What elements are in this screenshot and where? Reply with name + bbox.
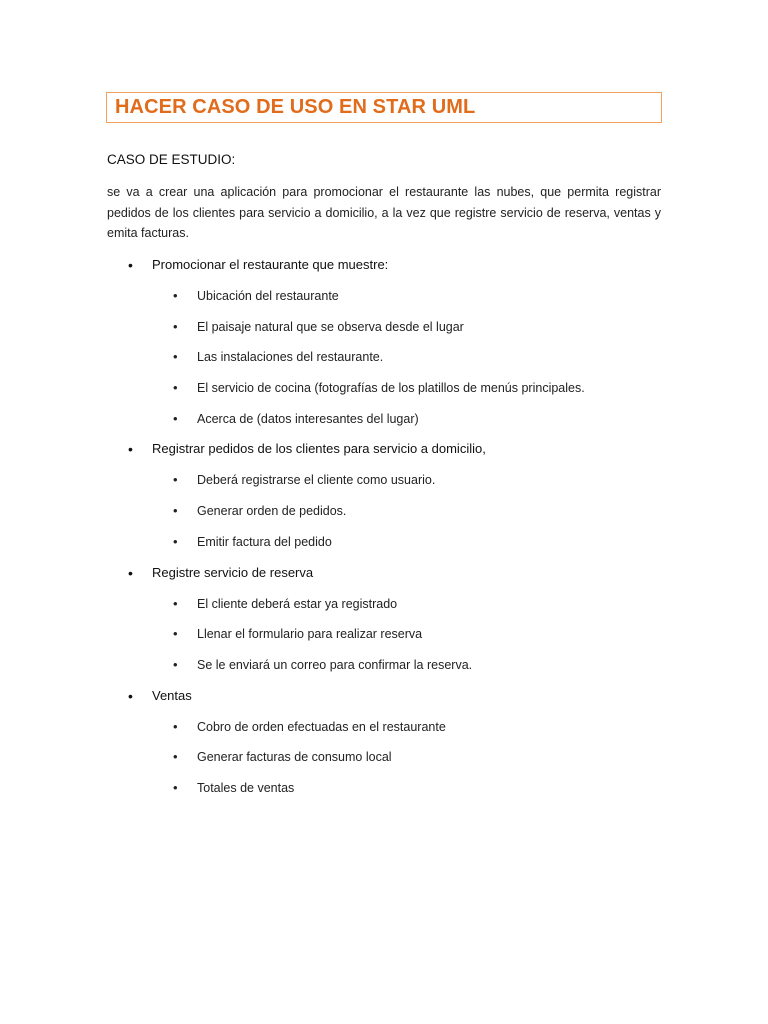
list-item: [0, 654, 768, 685]
list-item: [0, 346, 768, 377]
list-item: [0, 469, 768, 500]
list-item: [0, 408, 768, 439]
section-heading: CASO DE ESTUDIO:: [107, 152, 236, 167]
group-title: [0, 562, 768, 593]
bullet-list: [0, 254, 768, 808]
bullet-icon: •: [128, 257, 133, 273]
list-item: [0, 500, 768, 531]
bullet-icon: •: [173, 349, 178, 365]
group-title-text: Ventas: [152, 687, 192, 703]
list-item-text: Ubicación del restaurante: [197, 289, 339, 303]
list-item-text: Generar orden de pedidos.: [197, 504, 347, 519]
list-item: [0, 377, 768, 408]
list-item-text: El paisaje natural que se observa desde el lugar: [197, 319, 464, 334]
bullet-icon: •: [173, 380, 178, 396]
group-title: [0, 254, 768, 285]
bullet-icon: •: [173, 779, 178, 795]
list-item-text: Generar facturas de consumo local: [197, 750, 392, 765]
list-item: [0, 746, 768, 777]
bullet-icon: •: [173, 503, 178, 519]
list-item: [0, 316, 768, 347]
bullet-icon: •: [173, 472, 178, 488]
document-title: HACER CASO DE USO EN STAR UML: [115, 96, 476, 118]
list-item: [0, 777, 768, 808]
bullet-icon: •: [128, 441, 133, 458]
bullet-icon: •: [128, 564, 133, 581]
group-title: [0, 685, 768, 716]
list-item-text: Se le enviará un correo para confirmar la reserva.: [197, 657, 473, 672]
title-box: [106, 92, 662, 123]
list-item-text: Totales de ventas: [197, 780, 295, 795]
bullet-icon: •: [173, 595, 178, 611]
bullet-icon: •: [173, 318, 178, 334]
list-item-text: Acerca de (datos interesantes del lugar): [197, 411, 419, 426]
list-item: [0, 623, 768, 654]
bullet-icon: •: [128, 687, 133, 704]
bullet-icon: •: [173, 288, 178, 303]
list-item: [0, 531, 768, 562]
bullet-icon: •: [173, 656, 178, 672]
bullet-icon: •: [173, 410, 178, 426]
bullet-icon: •: [173, 749, 178, 765]
list-item-text: Las instalaciones del restaurante.: [197, 350, 384, 365]
group-title-text: Promocionar el restaurante que muestre:: [152, 257, 389, 272]
group-title: [0, 438, 768, 469]
bullet-icon: •: [173, 626, 178, 642]
list-item: [0, 285, 768, 316]
list-item-text: El cliente deberá estar ya registrado: [197, 596, 398, 611]
list-item-text: Llenar el formulario para realizar reserva: [197, 627, 423, 642]
list-item: [0, 593, 768, 624]
list-item-text: El servicio de cocina (fotografías de los platillos de menús principales.: [197, 381, 585, 396]
bullet-icon: •: [173, 718, 178, 734]
list-item: [0, 716, 768, 747]
list-item-text: Deberá registrarse el cliente como usuario.: [197, 473, 436, 488]
group-title-text: Registre servicio de reserva: [152, 564, 314, 580]
intro-paragraph: se va a crear una aplicación para promocionar el restaurante las nubes, que permita registrar pedidos de los clientes para servicio a domicilio, a la vez que registre servicio de reserva, ventas y emita facturas.: [107, 185, 661, 240]
list-item-text: Emitir factura del pedido: [197, 534, 332, 549]
bullet-icon: •: [173, 533, 178, 549]
list-item-text: Cobro de orden efectuadas en el restaurante: [197, 719, 446, 734]
group-title-text: Registrar pedidos de los clientes para servicio a domicilio,: [152, 441, 486, 457]
